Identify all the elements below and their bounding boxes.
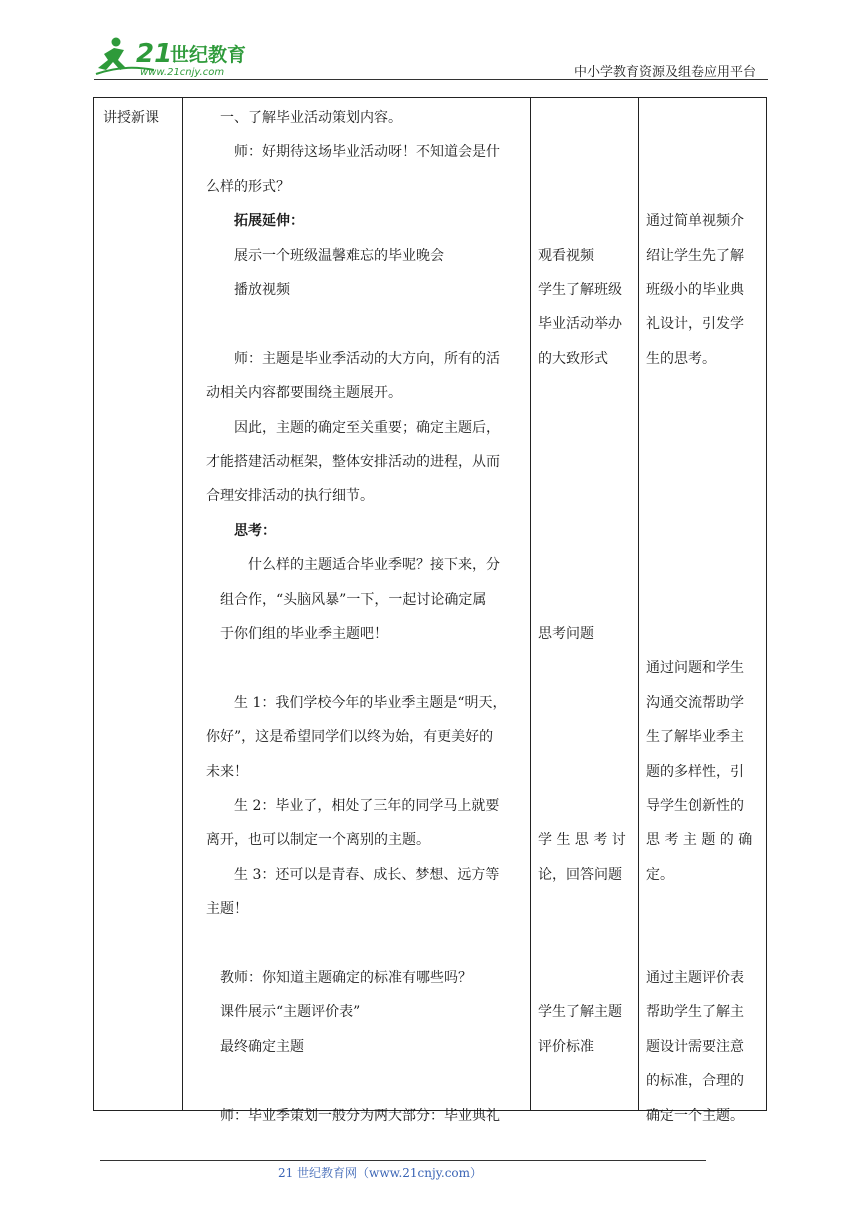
student-activity-line: 论，回答问题 [538, 866, 622, 883]
design-intent-line: 题的多样性，引 [646, 763, 744, 780]
content-line: 教师：你知道主题确定的标准有哪些吗？ [220, 970, 472, 986]
content-line: 课件展示“主题评价表” [220, 1004, 361, 1021]
content-line: 师：好期待这场毕业活动呀！不知道会是什 [234, 144, 500, 161]
design-intent-line: 思 考 主 题 的 确 [646, 832, 753, 849]
header-divider [94, 79, 768, 80]
content-line: 一、了解毕业活动策划内容。 [220, 110, 402, 126]
footer-divider [100, 1160, 706, 1161]
student-activity-line: 学 生 思 考 讨 [538, 832, 626, 849]
student-activity-line: 评价标准 [538, 1038, 594, 1055]
content-line: 才能搭建活动框架，整体安排活动的进程，从而 [206, 454, 500, 470]
design-intent-line: 确定一个主题。 [646, 1107, 744, 1124]
content-line: 生 3：还可以是青春、成长、梦想、远方等 [234, 866, 500, 883]
design-intent-line: 的标准，合理的 [646, 1073, 744, 1090]
content-line: 最终确定主题 [220, 1038, 304, 1055]
column-divider [182, 98, 183, 1110]
logo-text: 世纪教育 [170, 44, 247, 66]
design-intent-line: 通过问题和学生 [646, 660, 744, 677]
content-line: 因此，主题的确定至关重要；确定主题后， [234, 419, 500, 436]
content-line: 师：毕业季策划一般分为两大部分：毕业典礼 [220, 1107, 500, 1124]
design-intent-line: 通过主题评价表 [646, 970, 744, 986]
student-activity-line: 毕业活动举办 [538, 316, 622, 333]
student-activity-line: 思考问题 [538, 626, 594, 642]
design-intent-line: 沟通交流帮助学 [646, 694, 744, 711]
student-activity-line: 观看视频 [538, 247, 594, 264]
logo-number: 21 [136, 39, 173, 69]
content-line: 拓展延伸： [234, 213, 304, 230]
column-divider [638, 98, 639, 1110]
content-line: 未来！ [206, 763, 248, 780]
content-line: 生 1：我们学校今年的毕业季主题是“明天， [234, 694, 507, 711]
content-line: 主题！ [206, 901, 248, 918]
design-intent-line: 绍让学生先了解 [646, 247, 744, 264]
content-line: 师：主题是毕业季活动的大方向，所有的活 [234, 350, 500, 367]
content-line: 离开，也可以制定一个离别的主题。 [206, 832, 430, 849]
section-label: 讲授新课 [103, 110, 159, 126]
design-intent-line: 题设计需要注意 [646, 1038, 744, 1055]
content-line: 什么样的主题适合毕业季呢？接下来，分 [248, 557, 500, 574]
footer-text: 21 世纪教育网（www.21cnjy.com） [277, 1166, 483, 1180]
student-activity-line: 学生了解班级 [538, 282, 622, 298]
student-activity-line: 学生了解主题 [538, 1004, 622, 1021]
content-line: 合理安排活动的执行细节。 [206, 488, 374, 505]
content-line: 组合作，“头脑风暴”一下，一起讨论确定属 [220, 591, 487, 608]
design-intent-line: 班级小的毕业典 [646, 282, 744, 298]
design-intent-line: 生了解毕业季主 [646, 729, 744, 746]
content-line: 你好”，这是希望同学们以终为始，有更美好的 [206, 729, 494, 746]
column-divider [530, 98, 531, 1110]
logo-url: www.21cnjy.com [140, 67, 225, 78]
lesson-table [93, 97, 767, 1124]
content-line: 于你们组的毕业季主题吧！ [220, 626, 388, 642]
design-intent-line: 生的思考。 [646, 350, 716, 367]
content-line: 么样的形式？ [206, 178, 290, 195]
design-intent-line: 通过简单视频介 [646, 213, 744, 230]
platform-name: 中小学教育资源及组卷应用平台 [573, 65, 756, 80]
design-intent-line: 礼设计，引发学 [646, 316, 744, 333]
site-logo [94, 34, 264, 80]
content-line: 展示一个班级温馨难忘的毕业晚会 [234, 247, 444, 264]
content-line: 播放视频 [234, 282, 290, 298]
design-intent-line: 导学生创新性的 [646, 798, 744, 814]
content-line: 思考： [234, 522, 276, 539]
content-line: 生 2：毕业了，相处了三年的同学马上就要 [234, 798, 500, 814]
design-intent-line: 帮助学生了解主 [646, 1004, 744, 1021]
design-intent-line: 定。 [646, 866, 674, 883]
content-line: 动相关内容都要围绕主题展开。 [206, 385, 402, 402]
student-activity-line: 的大致形式 [538, 350, 608, 367]
